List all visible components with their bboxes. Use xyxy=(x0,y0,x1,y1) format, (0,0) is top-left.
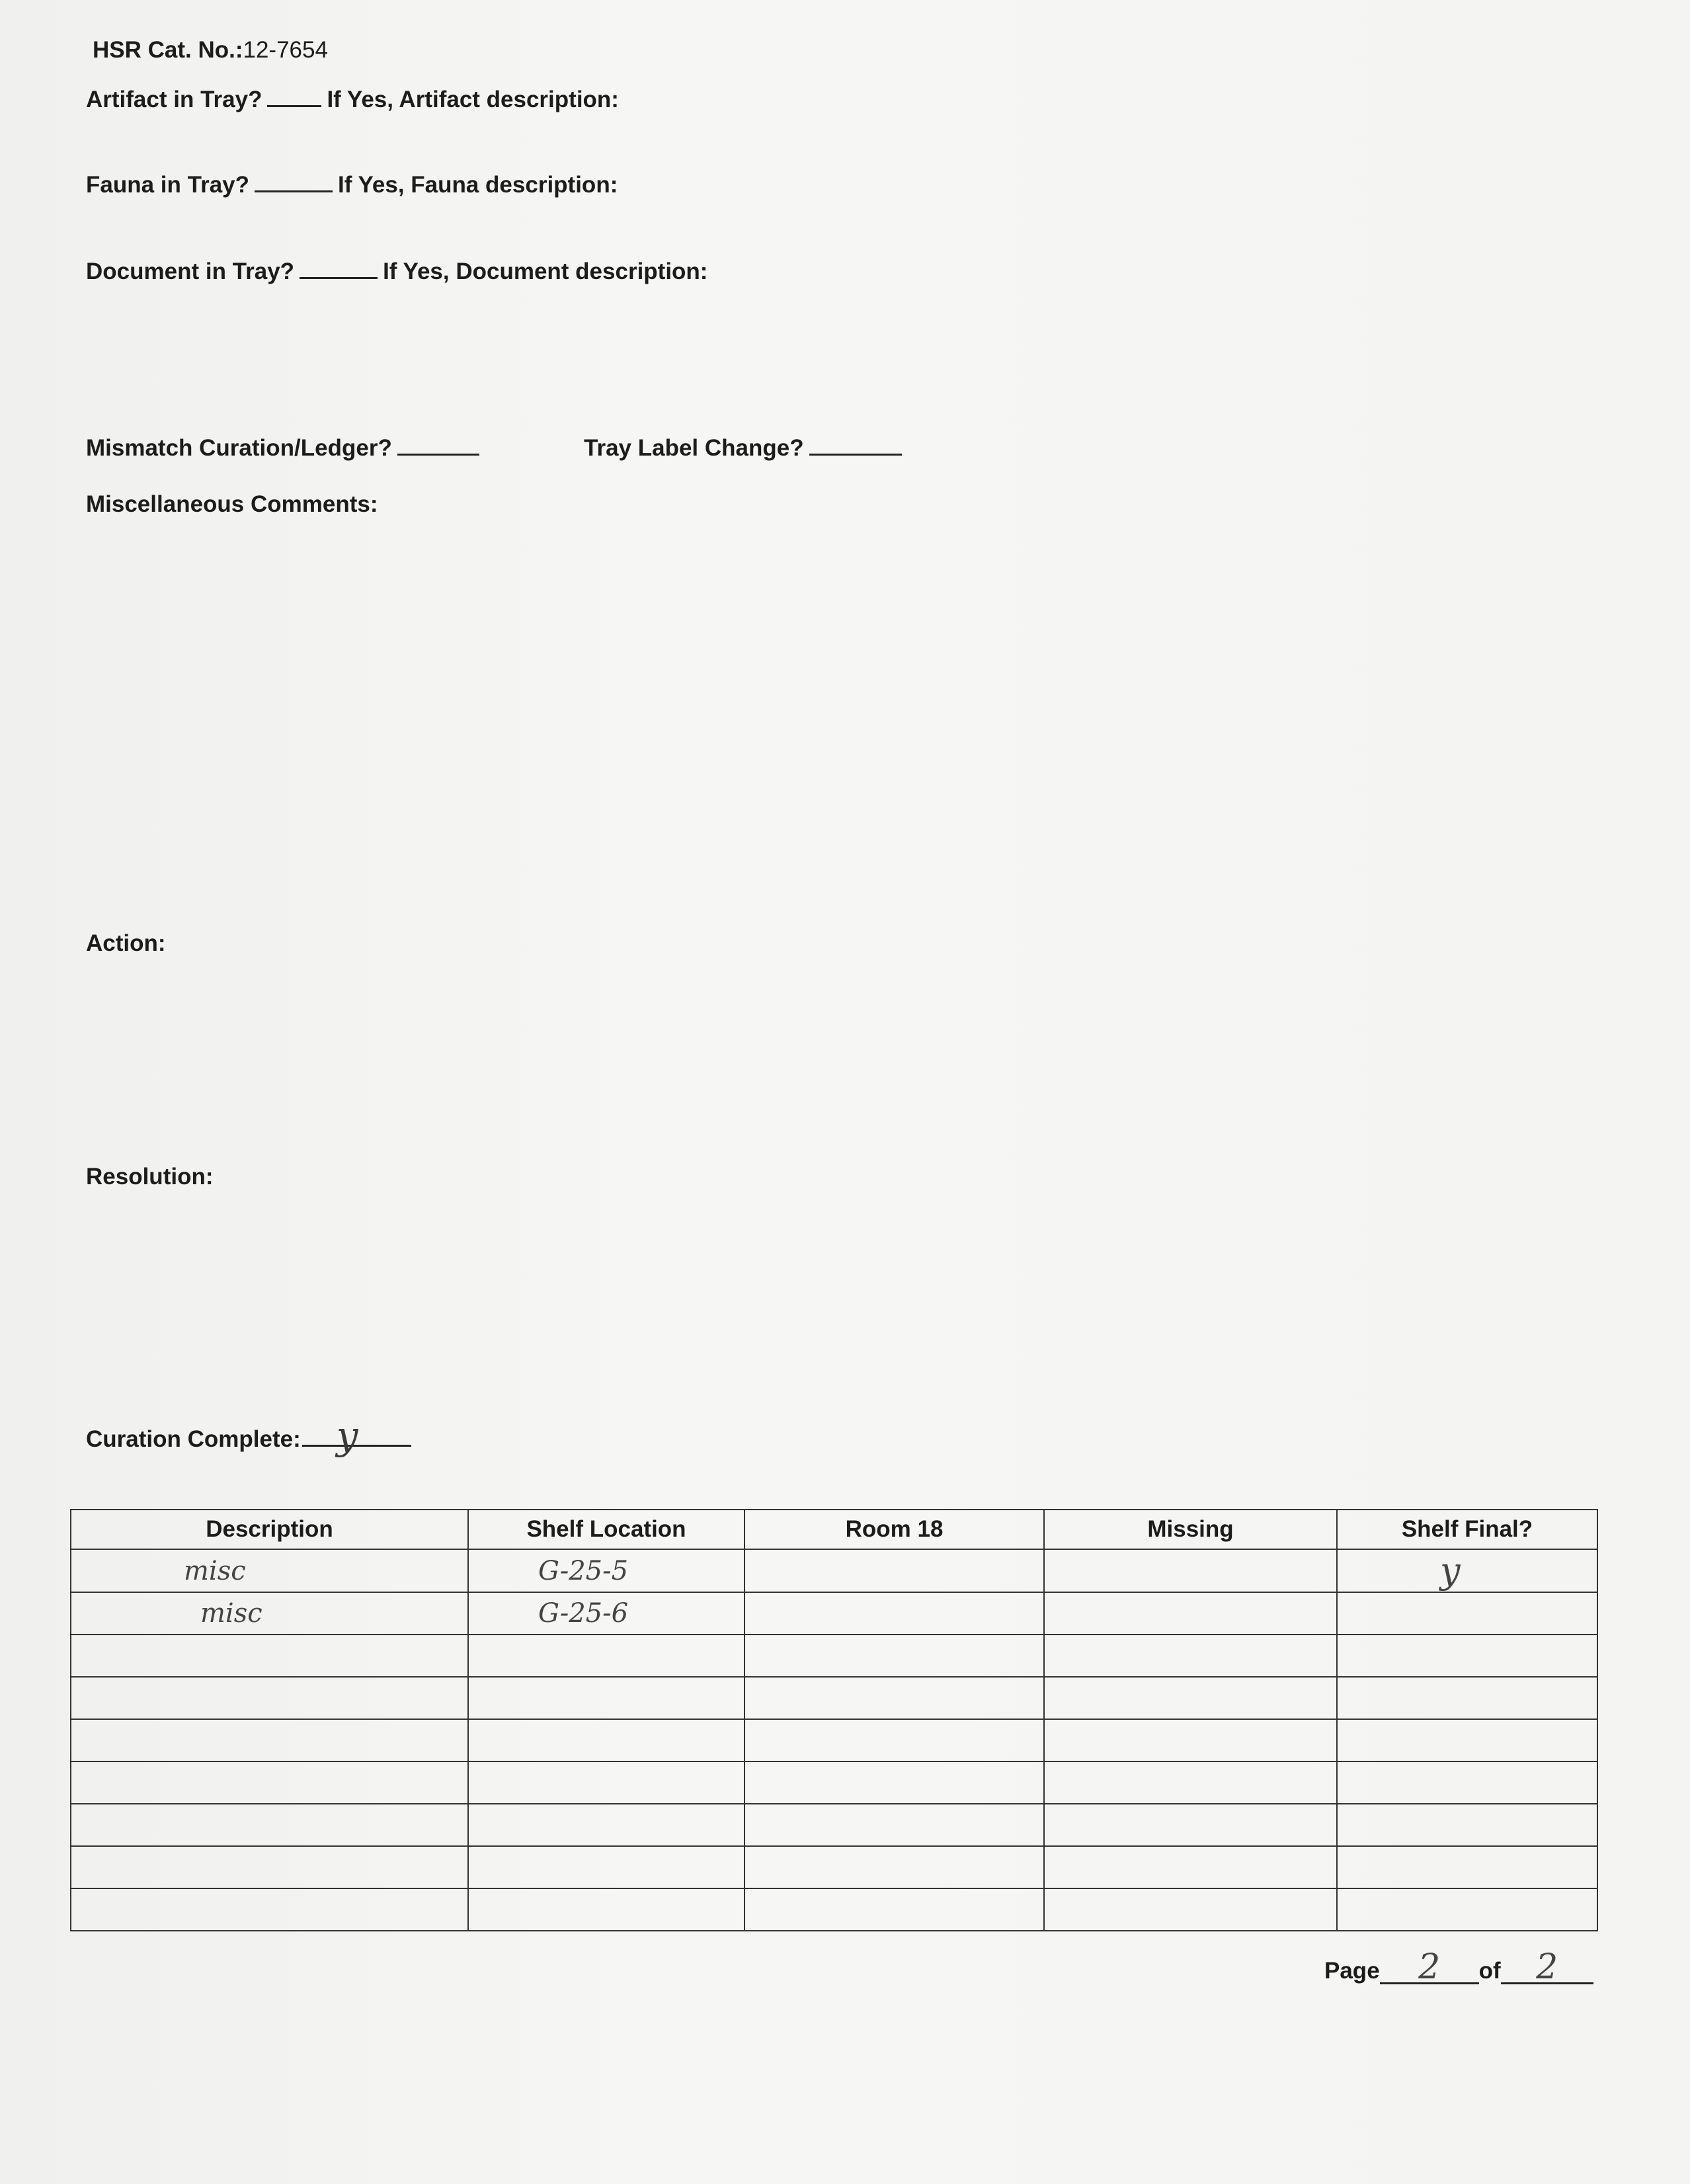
catalog-label: HSR Cat. No.: xyxy=(93,37,243,63)
description-cell[interactable] xyxy=(71,1888,468,1931)
room-18-cell[interactable] xyxy=(744,1549,1044,1592)
table-row xyxy=(71,1719,1597,1761)
mismatch-question xyxy=(86,434,485,462)
page-number-field[interactable]: 2 xyxy=(1380,1952,1479,1984)
comments-label: Miscellaneous Comments: xyxy=(86,491,378,517)
inventory-table xyxy=(70,1509,1598,1931)
curation-complete-label: Curation Complete: xyxy=(86,1426,301,1452)
missing-cell[interactable] xyxy=(1044,1888,1337,1931)
shelf-location-cell[interactable] xyxy=(468,1846,744,1888)
artifact-answer-field[interactable] xyxy=(267,85,321,107)
document-label: Document in Tray? xyxy=(86,259,295,284)
curation-complete-field[interactable] xyxy=(302,1413,411,1458)
column-header-shelf-location: Shelf Location xyxy=(468,1510,744,1549)
table-header-row xyxy=(71,1510,1597,1549)
fauna-label: Fauna in Tray? xyxy=(86,172,249,198)
column-header-room-18: Room 18 xyxy=(744,1510,1044,1549)
table-row xyxy=(71,1761,1597,1804)
missing-cell[interactable] xyxy=(1044,1592,1337,1635)
resolution-label: Resolution: xyxy=(86,1164,214,1190)
fauna-question xyxy=(86,171,618,198)
description-cell[interactable]: misc xyxy=(71,1549,468,1592)
fauna-answer-field[interactable] xyxy=(255,171,333,192)
shelf-location-cell[interactable] xyxy=(468,1635,744,1677)
missing-cell[interactable] xyxy=(1044,1549,1337,1592)
description-cell[interactable]: misc xyxy=(71,1592,468,1635)
document-description-label: If Yes, Document description: xyxy=(383,259,708,284)
column-header-missing: Missing xyxy=(1044,1510,1337,1549)
table-row xyxy=(71,1677,1597,1719)
artifact-description-label: If Yes, Artifact description: xyxy=(327,87,619,112)
shelf-final-cell[interactable] xyxy=(1337,1761,1597,1804)
room-18-cell[interactable] xyxy=(744,1635,1044,1677)
shelf-location-cell[interactable] xyxy=(468,1677,744,1719)
shelf-location-cell[interactable] xyxy=(468,1761,744,1804)
description-cell[interactable] xyxy=(71,1635,468,1677)
tray-label-answer-field[interactable] xyxy=(809,434,902,456)
mismatch-label: Mismatch Curation/Ledger? xyxy=(86,435,392,461)
shelf-final-cell[interactable] xyxy=(1337,1635,1597,1677)
room-18-cell[interactable] xyxy=(744,1761,1044,1804)
table-row xyxy=(71,1846,1597,1888)
room-18-cell[interactable] xyxy=(744,1804,1044,1846)
room-18-cell[interactable] xyxy=(744,1592,1044,1635)
description-cell[interactable] xyxy=(71,1846,468,1888)
page-label: Page xyxy=(1324,1958,1380,1984)
action-label: Action: xyxy=(86,930,166,956)
shelf-final-cell[interactable] xyxy=(1337,1719,1597,1761)
shelf-final-cell[interactable] xyxy=(1337,1804,1597,1846)
artifact-label: Artifact in Tray? xyxy=(86,87,262,112)
curation-complete-value: y xyxy=(336,1413,358,1458)
catalog-number xyxy=(93,37,328,63)
missing-cell[interactable] xyxy=(1044,1761,1337,1804)
table-row xyxy=(71,1592,1597,1635)
description-cell[interactable] xyxy=(71,1719,468,1761)
table-row xyxy=(71,1549,1597,1592)
column-header-description: Description xyxy=(71,1510,468,1549)
shelf-location-cell[interactable]: G-25-6 xyxy=(468,1592,744,1635)
table-row xyxy=(71,1804,1597,1846)
total-pages-field[interactable]: 2 xyxy=(1501,1952,1593,1984)
document-question xyxy=(86,257,707,285)
tray-label-label: Tray Label Change? xyxy=(584,435,804,461)
artifact-question xyxy=(86,85,619,113)
description-cell[interactable] xyxy=(71,1761,468,1804)
table-row xyxy=(71,1888,1597,1931)
of-label: of xyxy=(1478,1958,1501,1984)
shelf-final-cell[interactable] xyxy=(1337,1846,1597,1888)
room-18-cell[interactable] xyxy=(744,1846,1044,1888)
column-header-shelf-final: Shelf Final? xyxy=(1337,1510,1597,1549)
mismatch-answer-field[interactable] xyxy=(397,434,479,456)
curation-complete xyxy=(86,1413,417,1458)
shelf-final-cell[interactable] xyxy=(1337,1888,1597,1931)
shelf-location-cell[interactable]: G-25-5 xyxy=(468,1549,744,1592)
shelf-location-cell[interactable] xyxy=(468,1888,744,1931)
missing-cell[interactable] xyxy=(1044,1719,1337,1761)
shelf-final-cell[interactable] xyxy=(1337,1592,1597,1635)
table-row xyxy=(71,1635,1597,1677)
shelf-location-cell[interactable] xyxy=(468,1804,744,1846)
description-cell[interactable] xyxy=(71,1804,468,1846)
tray-label-question xyxy=(584,434,907,462)
fauna-description-label: If Yes, Fauna description: xyxy=(338,172,618,198)
room-18-cell[interactable] xyxy=(744,1677,1044,1719)
page-counter xyxy=(1324,1947,1593,1987)
room-18-cell[interactable] xyxy=(744,1719,1044,1761)
catalog-value: 12-7654 xyxy=(243,37,328,63)
document-answer-field[interactable] xyxy=(300,257,378,279)
shelf-location-cell[interactable] xyxy=(468,1719,744,1761)
shelf-final-cell[interactable] xyxy=(1337,1677,1597,1719)
description-cell[interactable] xyxy=(71,1677,468,1719)
shelf-final-cell[interactable]: y xyxy=(1337,1549,1597,1592)
missing-cell[interactable] xyxy=(1044,1804,1337,1846)
missing-cell[interactable] xyxy=(1044,1846,1337,1888)
missing-cell[interactable] xyxy=(1044,1635,1337,1677)
missing-cell[interactable] xyxy=(1044,1677,1337,1719)
room-18-cell[interactable] xyxy=(744,1888,1044,1931)
